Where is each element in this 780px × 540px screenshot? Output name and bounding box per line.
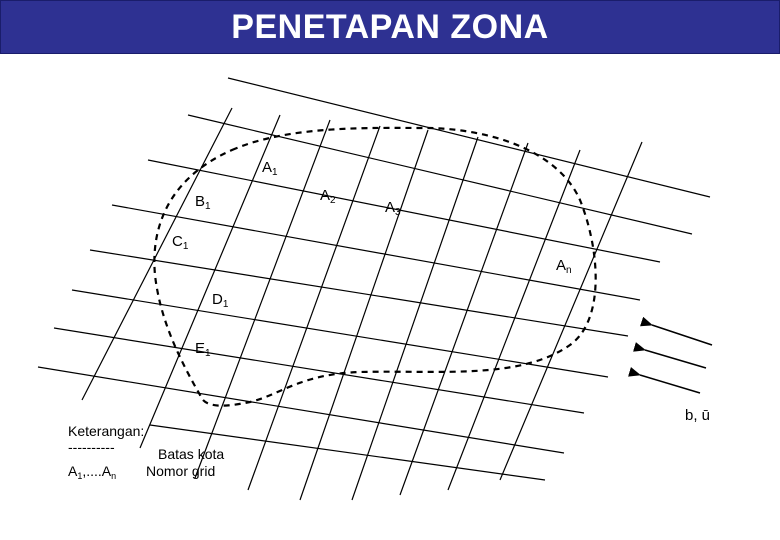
grid-label-a1: $A_1$ — [262, 159, 278, 178]
grid-col-line — [140, 115, 280, 448]
legend-dash-symbol: ---------- — [68, 439, 115, 455]
grid-label-a3: $A_3$ — [385, 199, 401, 218]
wind-arrows — [640, 325, 712, 393]
grid-row-line — [90, 250, 628, 336]
grid-col-line — [300, 130, 428, 500]
wind-arrow — [652, 325, 712, 345]
grid-col-line — [248, 126, 380, 490]
wind-arrow — [645, 350, 706, 368]
grid-label-e1: $E_1$ — [195, 340, 211, 359]
grid-label-a2: $A_2$ — [320, 187, 336, 206]
legend-heading: Keterangan: — [68, 423, 145, 439]
grid-label-d1: $D_1$ — [212, 291, 229, 310]
grid-col-line — [500, 142, 642, 480]
grid-col-line — [352, 137, 478, 500]
grid-row-line — [38, 367, 564, 453]
grid-row-line — [228, 78, 710, 197]
legend-grid-desc: Nomor grid — [146, 463, 216, 479]
grid-row-line — [112, 205, 640, 300]
city-boundary-dashed — [154, 128, 595, 406]
wind-label: b, ū — [685, 407, 711, 424]
legend-dash-desc: Batas kota — [158, 446, 225, 462]
grid-row-line — [54, 328, 584, 413]
page-title: PENETAPAN ZONA — [231, 7, 549, 46]
grid-col-line — [448, 150, 580, 490]
wind-arrow — [640, 375, 700, 393]
grid-label-b1: $B_1$ — [195, 193, 211, 212]
grid-label-c1: $C_1$ — [172, 233, 189, 252]
grid-col-line — [400, 143, 528, 495]
legend-grid-symbol: $A_1,....A_n$ — [68, 463, 117, 481]
grid-label-an: $A_n$ — [556, 257, 572, 276]
